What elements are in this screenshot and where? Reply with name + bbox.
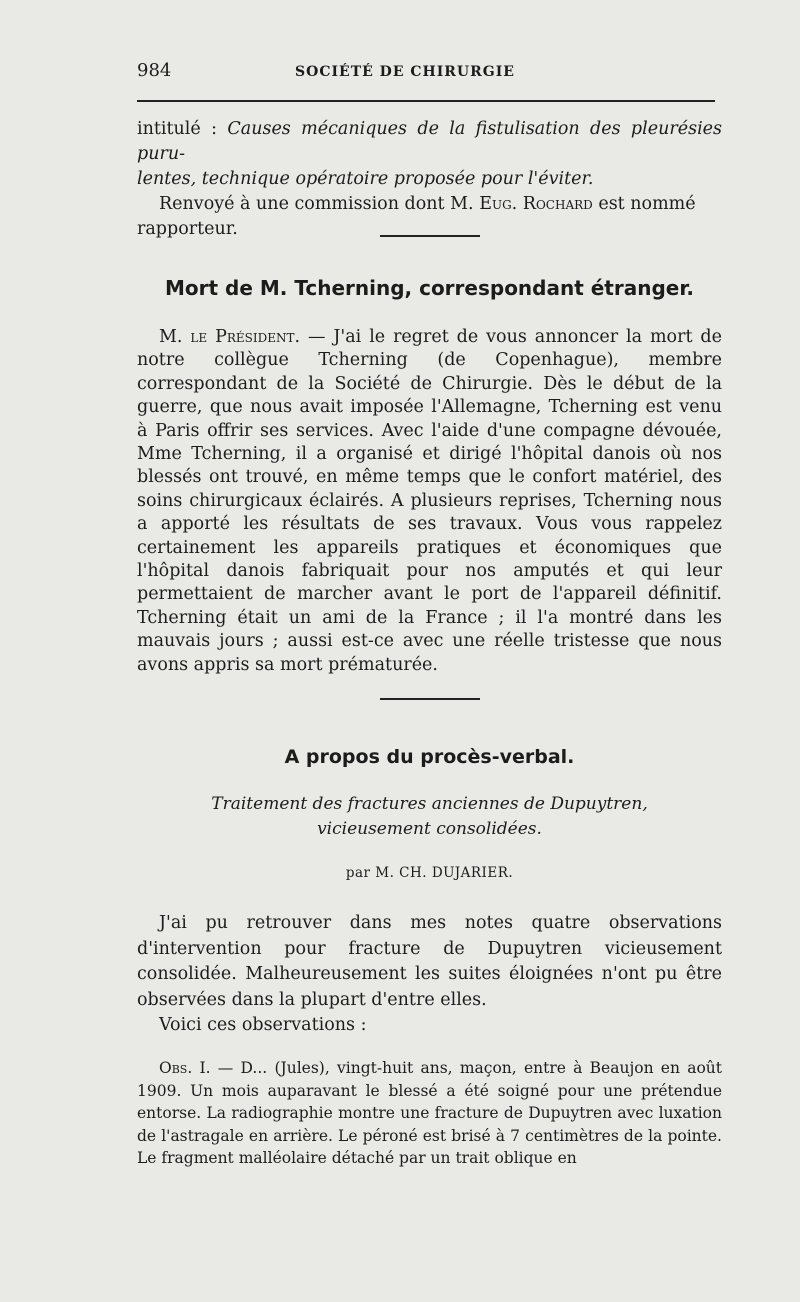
section-title-proces-verbal: A propos du procès-verbal. — [284, 746, 575, 768]
intro-line-2: lentes, technique opératoire proposée pour l'éviter. — [137, 169, 594, 189]
header-rule — [137, 100, 715, 102]
speaker: M. le Président — [159, 327, 295, 347]
separator-2 — [380, 698, 480, 700]
obituary-paragraph — [137, 326, 722, 677]
article-body — [137, 911, 722, 1039]
article-subtitle — [137, 792, 722, 842]
rapporteur-name: Eug. Rochard — [479, 194, 593, 214]
intro-block — [137, 117, 722, 242]
running-title: SOCIÉTÉ DE CHIRURGIE — [295, 64, 515, 80]
separator-1 — [380, 235, 480, 237]
intro-line-1 — [137, 117, 722, 167]
article-paragraph-2: Voici ces observations : — [159, 1015, 367, 1036]
article-author: par M. CH. DUJARIER. — [345, 865, 514, 881]
obs-text: — D... (Jules), vingt-huit ans, maçon, entre à Beaujon en août 1909. Un mois auparavant le blessé a été soigné pour une prétendue entorse. La radiographie montre une fracture de Dupuytren avec luxation de l'astragale en arrière. Le péroné est brisé à 7 centimètres de la pointe. Le fragment malléolaire détaché par un trait oblique en — [137, 1059, 722, 1167]
subtitle-line-1: Traitement des fractures anciennes de Dupuytren, — [211, 794, 648, 814]
intro-line-3 — [137, 192, 722, 217]
subtitle-line-2: vicieusement consolidées. — [317, 819, 542, 839]
article-paragraph-1: J'ai pu retrouver dans mes notes quatre observations d'intervention pour fracture de Dupuytren vicieusement consolidée. Malheureusement les suites éloignées n'ont pu être observées dans la plupart d'entre elles. — [137, 913, 722, 1010]
section-title-obituary: Mort de M. Tcherning, correspondant étranger. — [165, 276, 694, 300]
obs-label: Obs. I. — [159, 1059, 211, 1077]
intro-text-a: Renvoyé à une commission dont M. — [159, 194, 480, 214]
obituary-text: . — J'ai le regret de vous annoncer la mort de notre collègue Tcherning (de Copenhague), membre correspondant de la Société de Chirurgie. Dès le début de la guerre, que nous avait imposée l'Allemagne, Tcherning est venu à Paris offrir ses services. Avec l'aide d'une compagne dévouée, Mme Tcherning, il a organisé et dirigé l'hôpital danois où nos blessés ont trouvé, en même temps que le confort matériel, des soins chirurgicaux éclairés. A plusieurs reprises, Tcherning nous a apporté les résultats de ses travaux. Vous vous rappelez certainement les appareils pratiques et économiques que l'hôpital danois fabriquait pour nos amputés et qui leur permettaient de marcher avant le port de l'appareil définitif. Tcherning était un ami de la France ; il l'a montré dans les mauvais jours ; aussi est-ce avec une réelle tristesse que nous avons appris sa mort prématurée. — [137, 327, 722, 675]
intro-text-b: est nommé — [592, 194, 696, 214]
observation-1 — [137, 1057, 722, 1170]
intro-italic-1: Causes mécaniques de la fistulisation des pleurésies puru- — [137, 119, 722, 164]
intro-prefix: intitulé : — [137, 119, 228, 139]
page-number: 984 — [137, 60, 172, 81]
intro-line-4: rapporteur. — [137, 219, 238, 239]
